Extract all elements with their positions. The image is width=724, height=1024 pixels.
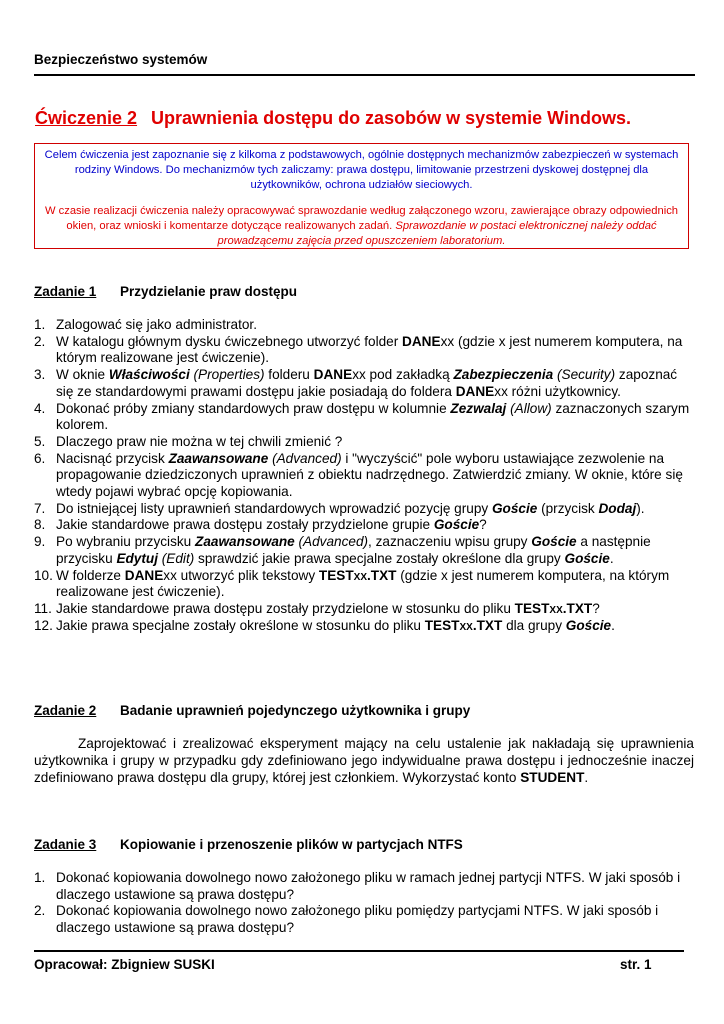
list-item-text: Jakie standardowe prawa dostępu zostały przydzielone w stosunku do pliku <box>56 600 515 616</box>
list-number: 11. <box>34 600 52 616</box>
list-item-text: xx pod zakładką <box>352 367 454 383</box>
list-item-text: xx różni użytkownicy. <box>494 383 621 399</box>
list-item-text: DANE <box>402 333 441 349</box>
list-item-text: Po wybraniu przycisku <box>56 534 196 550</box>
list-item-text: Dodaj <box>598 500 637 516</box>
list-number: 8. <box>34 517 46 533</box>
task1-item <box>34 568 694 601</box>
list-item-text: Zabezpieczenia <box>453 367 554 383</box>
task1-item <box>34 517 694 534</box>
task1-item <box>34 534 694 567</box>
list-number: 7. <box>34 500 46 516</box>
list-item-text: xx <box>459 617 473 633</box>
list-item-text: Goście <box>564 550 610 566</box>
list-item-text: ? <box>479 517 487 533</box>
list-item-text: folderu <box>264 367 314 383</box>
running-header: Bezpieczeństwo systemów <box>34 52 208 67</box>
task2-title: Badanie uprawnień pojedynczego użytkownika i grupy <box>120 703 471 718</box>
list-item-text: Zaawansowane <box>168 450 269 466</box>
task2-label: Zadanie 2 <box>34 703 97 718</box>
list-item-text: (Advanced) <box>298 534 369 550</box>
list-item-text: DANE <box>455 383 495 399</box>
intro-report-italic: Sprawozdanie w postaci elektronicznej należy oddać prowadzącemu zajęcia przed opuszczeniem laboratorium. <box>217 220 657 247</box>
list-item-text: (przycisk <box>537 500 599 516</box>
list-item-text: . <box>609 550 614 566</box>
list-number: 5. <box>34 433 46 449</box>
exercise-title <box>35 108 705 129</box>
list-number: 4. <box>34 400 46 416</box>
footer-author: Opracował: Zbigniew SUSKI <box>34 957 215 972</box>
list-item-text: dla grupy <box>502 617 566 633</box>
task3-item <box>34 870 694 903</box>
task2-paragraph <box>34 735 694 787</box>
list-item-text: Jakie standardowe prawa dostępu zostały przydzielone grupie <box>56 517 434 533</box>
task1-heading <box>34 284 297 299</box>
list-item-text: W folderze <box>56 567 125 583</box>
list-item-text: zapoznać się ze standardowymi prawami dostępu jakie posiadają do foldera <box>56 367 678 399</box>
list-item-text: Dokonać próby zmiany standardowych praw dostępu w kolumnie <box>56 400 451 416</box>
list-item-text: xx (gdzie x jest numerem komputera, na którym realizowane jest ćwiczenie). <box>56 333 683 366</box>
list-item-text: W oknie <box>56 367 109 383</box>
list-number: 10. <box>34 567 53 583</box>
list-number: 1. <box>34 317 46 332</box>
list-item-text: TEST <box>514 600 550 616</box>
list-item-text: Właściwości <box>108 367 190 383</box>
list-item-text: Zaawansowane <box>195 534 295 550</box>
task1-item <box>34 367 694 400</box>
list-item-text: . <box>611 617 615 633</box>
list-item-text: Goście <box>565 617 612 633</box>
footer-page-number: str. 1 <box>620 957 652 972</box>
list-number: 2. <box>34 333 46 349</box>
list-item-text: i "wyczyścić" pole wyboru ustawiające zezwolenie na propagowanie dziedziczonych uprawnień z obiektu nadrzędnego. Zatwierdzić zmiany. W oknie, które się wtedy pojawi wybrać opcję kopiowania. <box>56 450 683 500</box>
task1-item <box>34 434 694 451</box>
list-item-text: Dlaczego praw nie można w tej chwili zmienić ? <box>56 433 343 449</box>
task2-paragraph-main: Zaprojektować i zrealizować eksperyment mający na celu ustalenie jak nakładają się uprawnienia użytkownika i grupy w przypadku gdy zdefiniowano jego indywidualne prawa dostępu i jednocześnie inaczej zdefiniowano prawa dostępu dla grupy, której jest członkiem. Wykorzystać konto <box>34 736 694 786</box>
task3-title: Kopiowanie i przenoszenie plików w partycjach NTFS <box>120 837 463 852</box>
list-item-text: Jakie prawa specjalne zostały określone w stosunku do pliku <box>56 617 425 633</box>
list-number: 6. <box>34 450 46 466</box>
list-item-text: Goście <box>433 517 480 533</box>
list-item-text: (Advanced) <box>272 450 342 466</box>
task1-item <box>34 501 694 518</box>
list-number: 1. <box>34 870 46 885</box>
task3-label: Zadanie 3 <box>34 837 97 852</box>
list-item-text: (Properties) <box>193 367 265 383</box>
list-item-text: W katalogu głównym dysku ćwiczebnego utworzyć folder <box>56 333 403 349</box>
list-number: 9. <box>34 534 46 550</box>
task1-list <box>34 317 694 634</box>
task1-item <box>34 334 694 367</box>
intro-report-text <box>41 204 682 249</box>
list-item-text: Dokonać kopiowania dowolnego nowo założonego pliku pomiędzy partycjami NTFS. W jaki sposób i dlaczego ustawione są prawa dostępu? <box>56 903 659 936</box>
task1-item <box>34 601 694 618</box>
task3-item <box>34 903 694 936</box>
task2-account: STUDENT <box>520 770 585 786</box>
task1-item <box>34 317 694 334</box>
list-item-text: xx <box>353 567 367 583</box>
list-item-text: TEST <box>318 567 354 583</box>
list-item-text: Dokonać kopiowania dowolnego nowo założonego pliku w ramach jednej partycji NTFS. W jaki sposób i dlaczego ustawione są prawa dostępu? <box>56 870 681 902</box>
list-item-text: (gdzie x jest numerem komputera, na którym realizowane jest ćwiczenie). <box>56 567 670 600</box>
list-item-text: (Allow) <box>510 400 552 416</box>
list-item-text: .TXT <box>562 600 593 616</box>
list-item-text: Goście <box>531 534 577 550</box>
list-number: 12. <box>34 617 53 633</box>
list-item-text: , zaznaczeniu wpisu grupy <box>368 534 532 550</box>
list-item-text: ). <box>636 500 645 516</box>
task3-heading <box>34 837 463 852</box>
footer-rule <box>34 950 684 952</box>
list-number: 2. <box>34 903 46 919</box>
list-item-text: a następnie przycisku <box>56 534 651 566</box>
list-item-text: sprawdzić jakie prawa specjalne zostały określone dla grupy <box>194 550 565 566</box>
intro-report-normal: W czasie realizacji ćwiczenia należy opracowywać sprawozdanie według załączonego wzoru, zawierające obrazy odpowiednich okien, oraz wnioski i komentarze dotyczące realizowanych zadań. <box>44 205 679 232</box>
task1-label: Zadanie 1 <box>34 284 97 299</box>
list-item-text: .TXT <box>367 567 397 583</box>
list-item-text: xx <box>549 600 563 616</box>
list-item-text: TEST <box>424 617 460 633</box>
task3-list <box>34 870 694 937</box>
list-item-text: Zezwalaj <box>450 400 507 416</box>
list-item-text: DANE <box>124 567 164 583</box>
task1-item <box>34 401 694 434</box>
header-rule <box>34 74 695 76</box>
list-item-text: Zalogować się jako administrator. <box>56 317 257 332</box>
exercise-number: Ćwiczenie 2 <box>35 108 138 128</box>
list-item-text: (Edit) <box>161 550 195 566</box>
intro-box <box>34 143 689 249</box>
task1-item <box>34 451 694 501</box>
list-item-text: Edytuj <box>116 550 158 566</box>
intro-goal-text: Celem ćwiczenia jest zapoznanie się z kilkoma z podstawowych, ogólnie dostępnych mechanizmów zabezpieczeń w systemach rodziny Windows. Do mechanizmów tych zaliczamy: prawa dostępu, limitowanie przestrzeni dyskowej dostępnej dla użytkowników, ochrona udziałów sieciowych. <box>44 149 679 191</box>
task1-item <box>34 618 694 635</box>
task2-paragraph-end: . <box>584 770 589 786</box>
list-item-text: Goście <box>491 500 538 516</box>
list-item-text: zaznaczonych szarym kolorem. <box>56 400 690 433</box>
exercise-title-text: Uprawnienia dostępu do zasobów w systemie Windows. <box>151 108 631 128</box>
list-item-text: DANE <box>313 367 353 383</box>
list-item-text: .TXT <box>472 617 503 633</box>
list-item-text: ? <box>592 600 600 616</box>
task1-title: Przydzielanie praw dostępu <box>120 284 298 299</box>
list-item-text: Nacisnąć przycisk <box>56 450 169 466</box>
list-number: 3. <box>34 367 46 383</box>
list-item-text: (Security) <box>556 367 616 383</box>
list-item-text: Do istniejącej listy uprawnień standardowych wprowadzić pozycję grupy <box>56 500 492 516</box>
list-item-text: xx utworzyć plik tekstowy <box>163 567 319 583</box>
task2-heading <box>34 703 470 718</box>
